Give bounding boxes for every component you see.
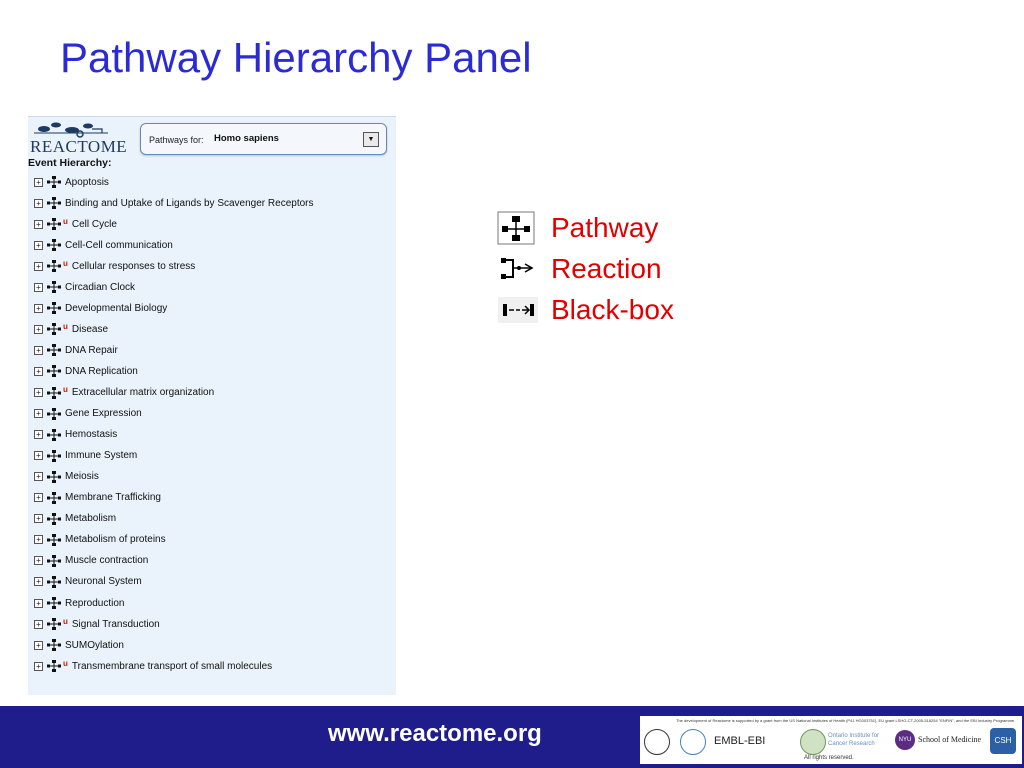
sponsor-rights: All rights reserved. — [804, 755, 854, 761]
sponsor-fine-print: The development of Reactome is supported by a grant from the US National Institutes of Health (P41 HG003751), EU grant LSHG-CT-2005-518254 "ENFIN", and the EBI Industry Programme. — [676, 718, 1016, 723]
legend-label-black-box: Black-box — [551, 294, 674, 325]
footer-url-link[interactable]: www.reactome.org — [328, 720, 542, 747]
tree-item-label: Membrane Trafficking — [65, 492, 161, 504]
legend-row-black-box — [497, 292, 674, 328]
pathway-icon — [47, 597, 61, 609]
tree-item-label: Metabolism of proteins — [65, 534, 166, 546]
tree-item-label: Gene Expression — [65, 408, 142, 420]
expand-icon[interactable]: + — [34, 220, 43, 229]
tree-item-label: DNA Replication — [65, 365, 138, 377]
tree-item[interactable] — [34, 657, 272, 675]
pathway-icon — [47, 555, 61, 567]
species-value: Homo sapiens — [214, 133, 279, 144]
expand-icon[interactable]: + — [34, 388, 43, 397]
tree-item[interactable] — [34, 510, 116, 528]
sponsor-nyu: NYU — [895, 730, 915, 750]
tree-item-label: Transmembrane transport of small molecules — [71, 660, 273, 672]
legend-label-reaction: Reaction — [551, 253, 662, 284]
tree-item[interactable] — [34, 278, 135, 296]
expand-icon[interactable]: + — [34, 641, 43, 650]
expand-icon[interactable]: + — [34, 325, 43, 334]
tree-item-label: Metabolism — [65, 513, 117, 525]
pathway-icon — [47, 450, 61, 462]
tree-item-label: Hemostasis — [65, 429, 118, 441]
tree-item[interactable] — [34, 636, 124, 654]
expand-icon[interactable]: + — [34, 535, 43, 544]
pathway-icon — [47, 344, 61, 356]
oicr-globe-icon — [800, 729, 826, 755]
pathway-icon — [47, 260, 61, 272]
expand-icon[interactable]: + — [34, 409, 43, 418]
expand-icon[interactable]: + — [34, 283, 43, 292]
tree-item-label: Immune System — [65, 450, 138, 462]
expand-icon[interactable]: + — [34, 556, 43, 565]
nih-seal-icon — [644, 729, 670, 755]
tree-item[interactable] — [34, 236, 173, 254]
tree-item-label: Reproduction — [65, 597, 125, 609]
tree-item-label: SUMOylation — [65, 639, 124, 651]
reactome-logo — [28, 119, 128, 157]
expand-icon[interactable]: + — [34, 367, 43, 376]
tree-item[interactable] — [34, 426, 117, 444]
tree-item-label: Extracellular matrix organization — [71, 387, 215, 398]
pathway-icon — [47, 197, 61, 209]
updated-badge-icon: u — [63, 385, 68, 394]
pathway-icon — [47, 471, 61, 483]
tree-item-label: Cell Cycle — [71, 218, 117, 230]
legend-row-pathway — [497, 210, 658, 246]
pathway-icon — [47, 429, 61, 441]
updated-badge-icon: u — [63, 658, 68, 668]
reaction-icon — [497, 252, 539, 286]
black-box-icon — [497, 293, 539, 327]
tree-item[interactable] — [34, 615, 160, 633]
slide-title: Pathway Hierarchy Panel — [60, 34, 532, 81]
pathway-hierarchy-panel — [28, 116, 396, 695]
enfin-logo-icon — [680, 729, 706, 755]
pathway-icon — [47, 408, 61, 420]
expand-icon[interactable]: + — [34, 199, 43, 208]
tree-item-label: Muscle contraction — [65, 555, 149, 567]
tree-item-label: Developmental Biology — [65, 302, 168, 314]
tree-item[interactable] — [34, 552, 148, 570]
tree-item-label: Apoptosis — [65, 176, 109, 188]
expand-icon[interactable]: + — [34, 472, 43, 481]
tree-item[interactable] — [34, 257, 195, 275]
tree-item[interactable] — [34, 299, 167, 317]
pathway-icon — [47, 576, 61, 588]
dropdown-arrow-icon[interactable]: ▼ — [363, 132, 379, 147]
pathway-icon — [47, 323, 61, 335]
pathway-icon — [497, 211, 539, 245]
sponsor-oicr: Ontario Institute for Cancer Research — [828, 733, 880, 747]
tree-item[interactable] — [34, 594, 124, 612]
tree-item[interactable] — [34, 447, 137, 465]
tree-item[interactable] — [34, 531, 166, 549]
sponsor-school-of-medicine: School of Medicine — [918, 735, 982, 744]
expand-icon[interactable]: + — [34, 514, 43, 523]
pathway-icon — [47, 513, 61, 525]
tree-item[interactable] — [34, 362, 138, 380]
expand-icon[interactable]: + — [34, 451, 43, 460]
sponsor-logos — [640, 716, 1022, 764]
species-selector[interactable] — [140, 123, 387, 155]
expand-icon[interactable]: + — [34, 241, 43, 250]
expand-icon[interactable]: + — [34, 599, 43, 608]
expand-icon[interactable]: + — [34, 493, 43, 502]
updated-badge-icon: u — [63, 321, 68, 331]
pathway-icon — [47, 302, 61, 314]
expand-icon[interactable]: + — [34, 577, 43, 586]
expand-icon[interactable]: + — [34, 178, 43, 187]
tree-item[interactable] — [34, 489, 161, 507]
expand-icon[interactable]: + — [34, 346, 43, 355]
pathway-icon — [47, 281, 61, 293]
tree-item-label: Circadian Clock — [65, 281, 136, 293]
tree-item[interactable] — [34, 173, 109, 191]
tree-item-label: Binding and Uptake of Ligands by Scavenger Receptors — [65, 197, 314, 209]
tree-item[interactable] — [34, 215, 117, 233]
expand-icon[interactable]: + — [34, 304, 43, 313]
pathway-icon — [47, 365, 61, 377]
pathway-icon — [47, 239, 61, 251]
event-hierarchy-label: Event Hierarchy: — [28, 157, 112, 169]
pathway-icon — [47, 492, 61, 504]
expand-icon[interactable]: + — [34, 262, 43, 271]
tree-item[interactable] — [34, 573, 142, 591]
tree-item[interactable] — [34, 384, 214, 402]
legend-label-pathway: Pathway — [551, 212, 659, 243]
updated-badge-icon: u — [63, 258, 68, 268]
icon-legend — [497, 210, 737, 340]
pathway-icon — [47, 534, 61, 546]
tree-item[interactable] — [34, 320, 108, 338]
pathway-icon — [47, 639, 61, 651]
tree-item-label: Disease — [71, 323, 109, 335]
pathway-icon — [47, 660, 61, 672]
tree-item[interactable] — [34, 468, 99, 486]
species-label: Pathways for: — [149, 135, 204, 145]
sponsor-embl-ebi: EMBL-EBI — [714, 735, 766, 747]
tree-item-label: Neuronal System — [65, 576, 142, 588]
reactome-logo-text: REACTOME — [30, 137, 128, 156]
expand-icon[interactable]: + — [34, 662, 43, 671]
updated-badge-icon: u — [63, 616, 68, 626]
sponsor-csh: CSH — [990, 728, 1016, 754]
updated-badge-icon: u — [63, 216, 68, 226]
tree-item-label: Cell-Cell communication — [65, 239, 173, 251]
tree-item-label: DNA Repair — [65, 344, 118, 356]
expand-icon[interactable]: + — [34, 430, 43, 439]
tree-item[interactable] — [34, 194, 314, 212]
tree-item-label: Meiosis — [65, 471, 99, 483]
legend-row-reaction — [497, 251, 662, 287]
pathway-icon — [47, 387, 61, 399]
pathway-icon — [47, 618, 61, 630]
tree-item-label: Cellular responses to stress — [71, 260, 196, 272]
tree-item[interactable] — [34, 405, 142, 423]
tree-item-label: Signal Transduction — [71, 618, 160, 630]
tree-item[interactable] — [34, 341, 118, 359]
pathway-icon — [47, 176, 61, 188]
footer-bar — [0, 706, 1024, 768]
pathway-icon — [47, 218, 61, 230]
expand-icon[interactable]: + — [34, 620, 43, 629]
